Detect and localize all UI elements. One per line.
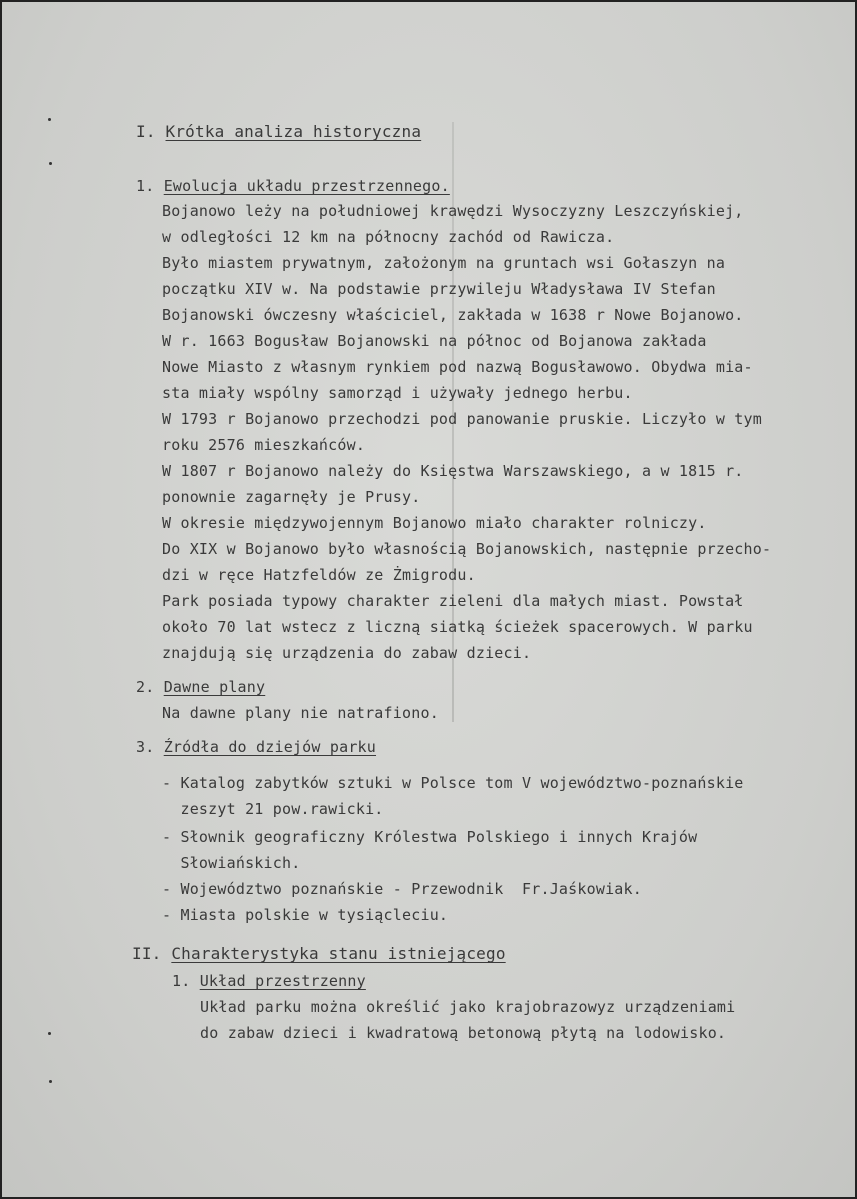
subsection-number: 1. [172,972,191,990]
subsection-number: 1. [136,177,155,195]
paragraph-line: Do XIX w Bojanowo było własnością Bojanowskich, następnie przecho- [162,540,772,558]
subsection-heading [136,738,376,756]
subsection-number: 2. [136,678,155,696]
punch-mark [49,162,52,165]
subsection-heading [136,177,450,195]
paragraph-line: W r. 1663 Bogusław Bojanowski na północ od Bojanowa zakłada [162,332,707,350]
source-list-item: - Województwo poznańskie - Przewodnik Fr.Jaśkowiak. [162,880,642,898]
subsection-title: Układ przestrzenny [199,972,366,990]
paragraph-line: W 1793 r Bojanowo przechodzi pod panowanie pruskie. Liczyło w tym [162,410,762,428]
subsection-heading [136,678,265,696]
source-list-item: - Katalog zabytków sztuki w Polsce tom V województwo-poznańskie [162,774,744,792]
section-title: Krótka analiza historyczna [165,122,422,141]
paragraph-line: około 70 lat wstecz z liczną siatką ścieżek spacerowych. W parku [162,618,753,636]
paragraph-line: dzi w ręce Hatzfeldów ze Żmigrodu. [162,566,476,584]
punch-mark [49,1080,52,1083]
paragraph-line: początku XIV w. Na podstawie przywileju Władysława IV Stefan [162,280,716,298]
paragraph-line: Bojanowo leży na południowej krawędzi Wysoczyzny Leszczyńskiej, [162,202,744,220]
source-list-item: Słowiańskich. [162,854,301,872]
paragraph-line: roku 2576 mieszkańców. [162,436,366,454]
paragraph-line: do zabaw dzieci i kwadratową betonową płytą na lodowisko. [200,1024,727,1042]
subsection-number: 3. [136,738,155,756]
paragraph-line: Było miastem prywatnym, założonym na gruntach wsi Gołaszyn na [162,254,726,272]
paragraph-line: Układ parku można określić jako krajobrazowyz urządzeniami [200,998,736,1016]
paragraph-line: W 1807 r Bojanowo należy do Księstwa Warszawskiego, a w 1815 r. [162,462,744,480]
source-list-item: - Miasta polskie w tysiącleciu. [162,906,449,924]
section-title: Charakterystyka stanu istniejącego [171,944,506,963]
punch-mark [48,1032,51,1035]
punch-mark [48,118,51,121]
section-number: I. [136,122,156,141]
paragraph-line: Na dawne plany nie natrafiono. [162,704,439,722]
paragraph-line: Nowe Miasto z własnym rynkiem pod nazwą Bogusławowo. Obydwa mia- [162,358,753,376]
paragraph-line: Bojanowski ówczesny właściciel, zakłada w 1638 r Nowe Bojanowo. [162,306,744,324]
subsection-title: Źródła do dziejów parku [163,738,377,756]
section-ii-heading [132,944,506,963]
source-list-item: zeszyt 21 pow.rawicki. [162,800,384,818]
paragraph-line: w odległości 12 km na północny zachód od Rawicza. [162,228,615,246]
subsection-title: Dawne plany [163,678,266,696]
paragraph-line: Park posiada typowy charakter zieleni dla małych miast. Powstał [162,592,744,610]
section-number: II. [132,944,162,963]
paragraph-line: ponownie zagarnęły je Prusy. [162,488,421,506]
section-i-heading [136,122,421,141]
paragraph-line: W okresie międzywojennym Bojanowo miało charakter rolniczy. [162,514,707,532]
subsection-title: Ewolucja układu przestrzennego. [163,177,450,195]
subsection-heading [172,972,366,990]
paragraph-line: sta miały wspólny samorząd i używały jednego herbu. [162,384,633,402]
paragraph-line: znajdują się urządzenia do zabaw dzieci. [162,644,532,662]
source-list-item: - Słownik geograficzny Królestwa Polskiego i innych Krajów [162,828,698,846]
